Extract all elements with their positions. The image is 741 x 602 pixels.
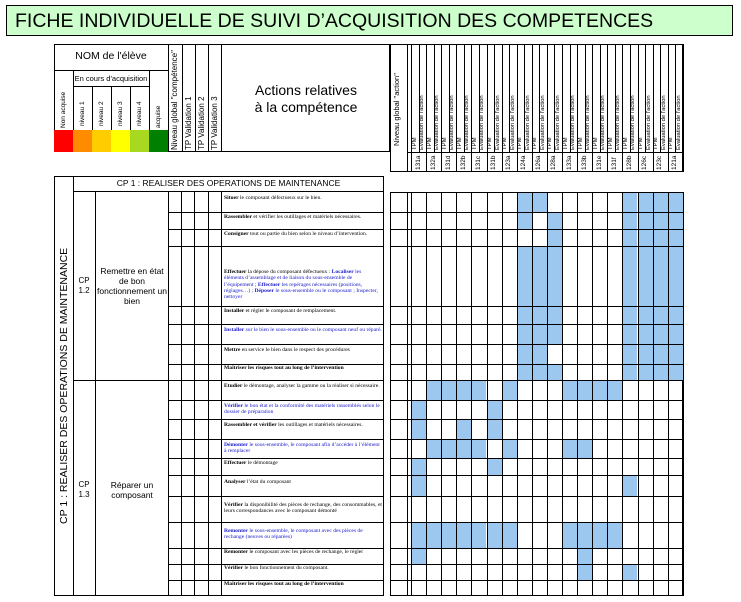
- cp12-label: Remettre en état de bon fonctionnement un bien: [97, 266, 167, 306]
- evaluation-cell-filled: [578, 523, 592, 548]
- action-text-segment: le bon fonctionnement du composant.: [242, 565, 329, 571]
- action-row: [221, 324, 384, 344]
- evaluation-cell-filled: [533, 365, 547, 380]
- evaluation-cell-filled: [639, 230, 653, 246]
- action-text-segment: Remonter: [224, 549, 248, 555]
- tpm-header: TPM: [532, 137, 539, 150]
- action-row: [221, 364, 384, 380]
- tpm-header: TPM: [517, 137, 524, 150]
- action-text-segment: Vérifier: [224, 502, 243, 508]
- level-label: Non acquise: [60, 91, 67, 128]
- level-label: niveau 3: [117, 101, 124, 126]
- action-text: [224, 479, 382, 485]
- evaluation-cell-filled: [563, 440, 577, 458]
- tp-code: 123c: [656, 155, 664, 170]
- tp-code: 131b: [490, 155, 497, 170]
- action-text-segment: le composant défectueux sur le bien.: [238, 195, 322, 201]
- evaluation-cell-filled: [654, 325, 668, 344]
- tpm-header: TPM: [653, 137, 660, 150]
- evaluation-cell-filled: [518, 213, 532, 229]
- evaluation-cell-filled: [457, 440, 471, 458]
- action-row: [221, 400, 384, 419]
- level-color-swatch: [149, 130, 169, 152]
- level-color-swatch: [73, 130, 92, 152]
- action-text-segment: et régler le composant de remplacement.: [244, 308, 337, 314]
- evaluation-cell-filled: [654, 213, 668, 229]
- action-evaluation-header: Evaluation de l'action: [675, 95, 682, 150]
- action-text-segment: le démontage: [246, 460, 278, 466]
- action-evaluation-header: Evaluation de l'action: [645, 95, 652, 150]
- tpm-header: TPM: [668, 137, 675, 150]
- action-text: [224, 460, 382, 466]
- action-text-segment: Effectuer: [257, 281, 281, 288]
- evaluation-cell-filled: [472, 440, 486, 458]
- evaluation-cell-filled: [623, 307, 637, 324]
- evaluation-cell-filled: [412, 459, 426, 475]
- action-row: [221, 475, 384, 496]
- evaluation-cell-filled: [412, 401, 426, 419]
- action-text: [224, 308, 382, 314]
- evaluation-cell-filled: [623, 565, 637, 580]
- evaluation-cell-filled: [639, 193, 653, 212]
- evaluation-cell-filled: [533, 247, 547, 306]
- evaluation-cell-filled: [503, 523, 517, 548]
- evaluation-cell-filled: [412, 523, 426, 548]
- action-text-segment: Etudier: [224, 383, 243, 389]
- action-text-segment: Rassembler: [224, 214, 252, 220]
- evaluation-cell-filled: [669, 307, 683, 324]
- action-evaluation-header: Evaluation de l'action: [615, 95, 622, 150]
- action-text-segment: Mettre: [224, 347, 241, 353]
- level-color-swatch: [92, 130, 111, 152]
- action-row: [221, 419, 384, 439]
- action-text: [224, 403, 382, 416]
- evaluation-cell-filled: [623, 325, 637, 344]
- action-text: [224, 347, 382, 353]
- action-text: [224, 549, 382, 555]
- action-text-segment: Installer: [224, 308, 245, 314]
- action-evaluation-header: Evaluation de l'action: [479, 95, 486, 150]
- action-text-segment: le sous-ensemble, le composant afin d’accéder à l’élément à remplacer: [224, 442, 380, 455]
- evaluation-cell-filled: [548, 247, 562, 306]
- action-row: [221, 246, 384, 306]
- tp-code: 126a: [535, 155, 543, 170]
- action-text: [224, 269, 382, 300]
- evaluation-cell-filled: [669, 213, 683, 229]
- tpm-header: TPM: [456, 137, 463, 150]
- action-text-segment: Situer: [224, 195, 239, 201]
- tp-code: 131d: [444, 155, 452, 170]
- action-text: [224, 422, 382, 428]
- action-evaluation-header: Evaluation de l'action: [630, 95, 637, 150]
- tpm-header: TPM: [577, 137, 584, 150]
- level-label: niveau 2: [98, 101, 105, 126]
- action-row: [221, 564, 384, 580]
- action-text-segment: Rassembler et vérifier: [224, 422, 277, 428]
- evaluation-cell-filled: [654, 365, 668, 380]
- tp-code: 132b: [459, 155, 467, 170]
- action-text-segment: Remonter: [224, 528, 248, 534]
- evaluation-cell-filled: [457, 420, 471, 439]
- action-text-segment: le bon état et la conformité des matériels rassemblés selon le dossier de préparation: [224, 403, 380, 416]
- action-evaluation-header: Evaluation de l'action: [494, 95, 501, 150]
- evaluation-cell-filled: [442, 523, 456, 548]
- action-evaluation-header: Evaluation de l'action: [600, 95, 607, 150]
- evaluation-cell-filled: [608, 381, 622, 400]
- evaluation-cell-filled: [548, 213, 562, 229]
- evaluation-cell-filled: [518, 325, 532, 344]
- tp-code: 123a: [505, 155, 513, 170]
- action-text-segment: Consigner: [224, 231, 249, 237]
- action-text: [224, 502, 382, 515]
- action-text-segment: les repérages nécessaires (positions, réglages…) ;: [224, 281, 363, 294]
- evaluation-cell-filled: [427, 381, 441, 400]
- cp12-code: CP 1.2: [78, 276, 90, 295]
- action-text-segment: Effectuer: [224, 460, 247, 466]
- cp13-label: Réparer un composant: [110, 480, 154, 500]
- tpm-header: TPM: [607, 137, 614, 150]
- action-evaluation-header: Evaluation de l'action: [449, 95, 456, 150]
- action-row: [221, 191, 384, 212]
- action-row: [221, 496, 384, 522]
- level-color-swatch: [130, 130, 149, 152]
- tpm-header: TPM: [487, 137, 493, 150]
- evaluation-cell-filled: [503, 381, 517, 400]
- action-row: [221, 458, 384, 475]
- action-text-segment: Vérifier: [224, 565, 243, 571]
- evaluation-cell-filled: [623, 193, 637, 212]
- tpm-header: TPM: [471, 137, 478, 150]
- level-color-swatch: [111, 130, 130, 152]
- tp-code: 128a: [550, 155, 558, 170]
- evaluation-cell-filled: [548, 230, 562, 246]
- action-text-segment: tout ou partie du bien selon le niveau d’intervention.: [248, 231, 368, 237]
- sheet-title: FICHE INDIVIDUELLE DE SUIVI D’ACQUISITION DES COMPETENCES: [6, 5, 733, 36]
- evaluation-cell-filled: [669, 365, 683, 380]
- evaluation-cell-filled: [427, 440, 441, 458]
- tpm-header: TPM: [441, 137, 448, 150]
- evaluation-cell-filled: [608, 523, 622, 548]
- action-evaluation-header: Evaluation de l'action: [554, 95, 561, 150]
- global-competence-level-header: Niveau global "compétence": [170, 50, 179, 150]
- action-text: [224, 565, 382, 571]
- evaluation-cell-filled: [533, 307, 547, 324]
- level-color-swatch: [54, 130, 73, 152]
- action-text-segment: et vérifier les outillages et matériels nécessaires.: [251, 214, 362, 220]
- tpm-header: TPM: [638, 137, 644, 150]
- tpm-header: TPM: [502, 137, 509, 150]
- evaluation-cell-filled: [593, 381, 607, 400]
- evaluation-cell-filled: [412, 549, 426, 564]
- tpm-header: TPM: [426, 137, 433, 150]
- level-label: acquise: [155, 105, 162, 128]
- action-row: [221, 306, 384, 324]
- tp-code: 133b: [580, 155, 588, 170]
- evaluation-cell-filled: [457, 523, 471, 548]
- tp-validation-header: TP Validation 1: [184, 96, 193, 150]
- evaluation-cell-filled: [578, 565, 592, 580]
- evaluation-cell-filled: [639, 247, 653, 306]
- evaluation-cell-filled: [518, 193, 532, 212]
- actions-header-line2: à la compétence: [254, 99, 358, 115]
- evaluation-cell-filled: [563, 523, 577, 548]
- evaluation-cell-filled: [623, 476, 637, 496]
- action-evaluation-header: Evaluation de l'action: [524, 95, 531, 150]
- action-row: [221, 548, 384, 564]
- evaluation-cell-filled: [623, 365, 637, 380]
- action-evaluation-header: Evaluation de l'action: [419, 95, 425, 150]
- tpm-header: TPM: [547, 137, 554, 150]
- evaluation-cell-filled: [654, 307, 668, 324]
- evaluation-cell-filled: [563, 381, 577, 400]
- evaluation-cell-filled: [457, 381, 471, 400]
- evaluation-cell-filled: [442, 381, 456, 400]
- action-text-segment: Analyser: [224, 479, 246, 485]
- evaluation-cell-filled: [578, 381, 592, 400]
- action-row: [221, 522, 384, 548]
- evaluation-cell-filled: [669, 247, 683, 306]
- tp-code: 131e: [595, 155, 603, 170]
- evaluation-cell-filled: [654, 230, 668, 246]
- tp-code: 126c: [641, 155, 648, 170]
- action-text-segment: la disponibilité des pièces de rechange, des consommables, et leurs correspondances avec le composant démonté: [224, 502, 382, 515]
- action-row: [221, 229, 384, 246]
- evaluation-cell-filled: [548, 365, 562, 380]
- evaluation-cell-filled: [669, 325, 683, 344]
- action-text: [224, 383, 382, 389]
- actions-header: [222, 82, 390, 116]
- evaluation-cell-filled: [533, 345, 547, 364]
- action-text-segment: le démontage, analyser la gamme ou la réaliser si nécessaire.: [242, 383, 380, 389]
- action-text-segment: Installer: [224, 327, 245, 333]
- tp-code: 131a: [414, 155, 422, 170]
- evaluation-cell-filled: [472, 381, 486, 400]
- evaluation-cell-filled: [669, 345, 683, 364]
- evaluation-cell-filled: [518, 307, 532, 324]
- action-text: [224, 442, 382, 455]
- action-text-segment: Déposer: [254, 287, 275, 294]
- action-text-segment: le sous-ensemble, le composant avec des pièces de rechange (neuves ou réparées): [224, 528, 363, 541]
- evaluation-cell-filled: [578, 440, 592, 458]
- action-text-segment: Maîtriser les risques tout au long de l’intervention: [224, 365, 344, 371]
- evaluation-cell-filled: [623, 247, 637, 306]
- evaluation-cell-filled: [533, 325, 547, 344]
- evaluation-cell-filled: [488, 401, 502, 419]
- cp13-code: CP 1.3: [78, 480, 90, 499]
- action-text-segment: le composant avec les pièces de rechange, le régler: [247, 549, 364, 555]
- evaluation-cell-filled: [669, 193, 683, 212]
- action-text: [224, 365, 382, 371]
- action-text-segment: Localiser: [331, 269, 354, 275]
- action-text-segment: l’état du composant: [245, 479, 291, 485]
- evaluation-cell-filled: [518, 345, 532, 364]
- actions-header-line1: Actions relatives: [255, 82, 357, 98]
- evaluation-cell-filled: [442, 440, 456, 458]
- evaluation-cell-filled: [639, 345, 653, 364]
- tp-code: 132a: [429, 155, 437, 170]
- tpm-header: TPM: [411, 137, 418, 150]
- evaluation-cell-filled: [654, 345, 668, 364]
- evaluation-cell-filled: [593, 523, 607, 548]
- action-text-segment: les outillages et matériels nécessaires.: [276, 422, 363, 428]
- evaluation-cell-filled: [412, 476, 426, 496]
- action-row: [221, 439, 384, 458]
- evaluation-cell-filled: [639, 307, 653, 324]
- evaluation-cell-filled: [503, 440, 517, 458]
- tp-code: 131f: [610, 157, 618, 170]
- evaluation-cell-filled: [518, 247, 532, 306]
- action-text-segment: en service le bien dans le respect des procédures: [240, 347, 350, 353]
- tpm-header: TPM: [562, 137, 569, 150]
- action-evaluation-header: Evaluation de l'action: [539, 95, 546, 150]
- tpm-header: TPM: [622, 137, 629, 150]
- evaluation-cell-filled: [533, 193, 547, 212]
- tp-validation-header: TP Validation 3: [210, 96, 219, 150]
- action-row: [221, 344, 384, 364]
- action-evaluation-header: Evaluation de l'action: [509, 95, 516, 150]
- tp-validation-header: TP Validation 2: [197, 96, 206, 150]
- evaluation-cell-filled: [639, 365, 653, 380]
- student-name-label: NOM de l'élève: [75, 50, 147, 62]
- evaluation-cell-filled: [654, 247, 668, 306]
- action-evaluation-header: Evaluation de l'action: [570, 95, 576, 150]
- evaluation-cell-filled: [472, 523, 486, 548]
- action-text: [224, 231, 382, 237]
- evaluation-cell-filled: [412, 420, 426, 439]
- action-row: [221, 380, 384, 400]
- evaluation-cell-filled: [427, 523, 441, 548]
- action-evaluation-header: Evaluation de l'action: [585, 95, 592, 150]
- global-action-level-header: Niveau global "action": [392, 73, 401, 146]
- in-progress-label: En cours d'acquisition: [74, 74, 148, 83]
- action-evaluation-header: Evaluation de l'action: [660, 95, 667, 150]
- action-text-segment: la dépose du composant défectueux :: [246, 269, 332, 275]
- level-label: niveau 4: [136, 101, 143, 126]
- action-text-segment: Vérifier: [224, 403, 243, 409]
- section-title: CP 1 : REALISER DES OPERATIONS DE MAINTENANCE: [116, 178, 341, 188]
- evaluation-cell-filled: [548, 325, 562, 344]
- evaluation-cell-filled: [623, 345, 637, 364]
- action-text: [224, 581, 382, 587]
- action-row: [221, 212, 384, 229]
- tp-code: 121a: [671, 155, 679, 170]
- evaluation-cell-filled: [488, 523, 502, 548]
- action-text: [224, 195, 382, 201]
- evaluation-cell-filled: [488, 420, 502, 439]
- level-label: niveau 1: [79, 101, 86, 126]
- action-evaluation-header: Evaluation de l'action: [464, 95, 471, 150]
- evaluation-cell-filled: [639, 213, 653, 229]
- tpm-header: TPM: [592, 137, 599, 150]
- evaluation-cell-filled: [518, 365, 532, 380]
- action-row: [221, 580, 384, 596]
- evaluation-cell-filled: [578, 549, 592, 564]
- action-text-segment: Effectuer: [224, 269, 247, 275]
- action-text: [224, 214, 382, 220]
- action-text: [224, 327, 382, 333]
- action-text-segment: le sous-ensemble ou le composant ; Inspecter, nettoyer: [224, 287, 378, 301]
- section-side-label: CP 1 : REALISER DES OPERATIONS DE MAINTENANCE: [58, 247, 70, 525]
- evaluation-cell-filled: [548, 307, 562, 324]
- action-text-segment: Démonter: [224, 442, 248, 448]
- evaluation-cell-filled: [669, 230, 683, 246]
- action-text-segment: Maîtriser les risques tout au long de l’intervention: [224, 581, 344, 587]
- action-text-segment: sur le bien le sous-ensemble ou le composant neuf ou réparé.: [244, 327, 382, 333]
- evaluation-cell-filled: [623, 213, 637, 229]
- evaluation-cell-filled: [654, 193, 668, 212]
- action-evaluation-header: Evaluation de l'action: [434, 95, 441, 150]
- tp-code: 133a: [565, 155, 573, 170]
- tp-code: 128b: [625, 155, 633, 170]
- evaluation-cell-filled: [639, 325, 653, 344]
- evaluation-cell-filled: [488, 459, 502, 475]
- action-text-segment: les éléments d’assemblage et de liaison du sous-ensemble de l’équipement ;: [224, 269, 362, 288]
- action-text: [224, 528, 382, 541]
- tp-code: 131c: [474, 155, 482, 170]
- evaluation-cell-filled: [623, 230, 637, 246]
- tp-code: 124a: [520, 155, 528, 170]
